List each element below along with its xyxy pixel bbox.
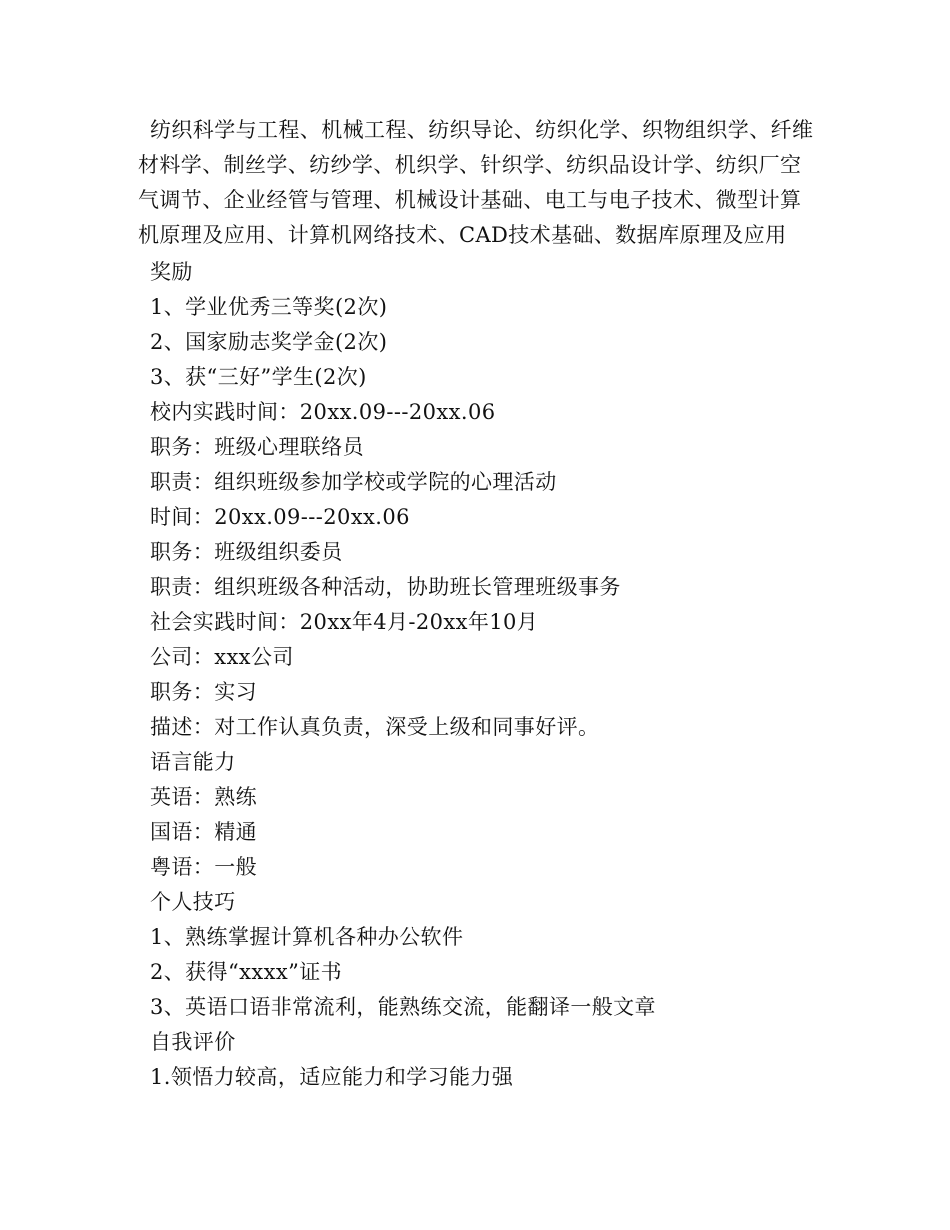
list-item: 职责：组织班级参加学校或学院的心理活动 — [150, 470, 557, 494]
list-item: 国语：精通 — [150, 820, 257, 844]
courses-paragraph: 纺织科学与工程、机械工程、纺织导论、纺织化学、织物组织学、纤维材料学、制丝学、纺纱学、机织学、针织学、纺织品设计学、纺织厂空气调节、企业经管与管理、机械设计基础、电工与电子技术、微型计算机原理及应用、计算机网络技术、CAD技术基础、数据库原理及应用 — [138, 118, 814, 247]
list-item: 3、英语口语非常流利，能熟练交流，能翻译一般文章 — [150, 995, 656, 1019]
heading-language: 语言能力 — [150, 750, 236, 774]
list-item: 3、获“三好”学生(2次) — [150, 365, 367, 389]
list-item: 1、熟练掌握计算机各种办公软件 — [150, 925, 464, 949]
list-item: 1.领悟力较高，适应能力和学习能力强 — [150, 1065, 514, 1089]
heading-skills: 个人技巧 — [150, 890, 236, 914]
list-item: 1、学业优秀三等奖(2次) — [150, 295, 388, 319]
resume-lines — [150, 255, 850, 1095]
list-item: 2、国家励志奖学金(2次) — [150, 330, 388, 354]
list-item: 时间：20xx.09---20xx.06 — [150, 505, 410, 529]
heading-awards: 奖励 — [150, 260, 193, 284]
list-item: 描述：对工作认真负责，深受上级和同事好评。 — [150, 715, 600, 739]
list-item: 公司：xxx公司 — [150, 645, 294, 669]
list-item: 职务：班级组织委员 — [150, 540, 343, 564]
list-item: 职务：班级心理联络员 — [150, 435, 364, 459]
list-item: 粤语：一般 — [150, 855, 257, 879]
list-item: 英语：熟练 — [150, 785, 257, 809]
list-item: 职责：组织班级各种活动，协助班长管理班级事务 — [150, 575, 621, 599]
list-item: 2、获得“xxxx”证书 — [150, 960, 343, 984]
list-item: 职务：实习 — [150, 680, 257, 704]
heading-self-evaluation: 自我评价 — [150, 1030, 236, 1054]
list-item: 校内实践时间：20xx.09---20xx.06 — [150, 400, 496, 424]
list-item: 社会实践时间：20xx年4月-20xx年10月 — [150, 610, 539, 634]
